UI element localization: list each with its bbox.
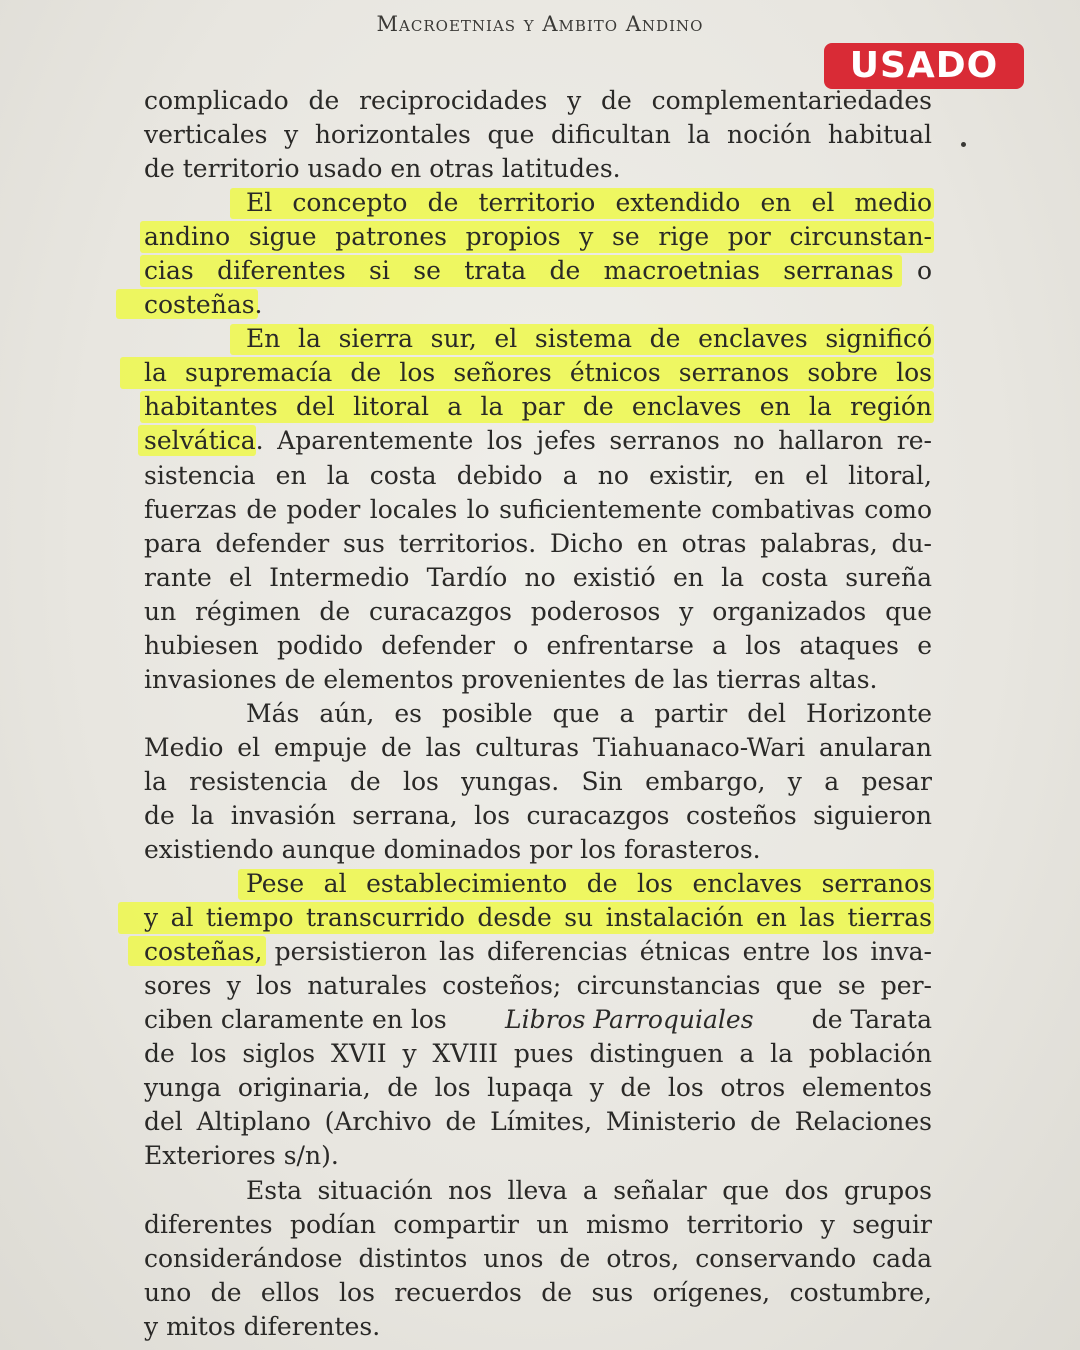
text-line: Medio el empuje de las culturas Tiahuanaco-Wari anularan xyxy=(144,732,932,762)
text-line: Más aún, es posible que a partir del Horizonte xyxy=(246,698,932,728)
text-line: costeñas, persistieron las diferencias étnicas entre los inva- xyxy=(144,935,932,969)
text-line: Esta situación nos lleva a señalar que dos grupos xyxy=(246,1175,932,1205)
running-head: Macroetnias y Ambito Andino xyxy=(376,12,704,36)
text-line: hubiesen podido defender o enfrentarse a los ataques e xyxy=(144,630,932,660)
text-line: selvática. Aparentemente los jefes serranos no hallaron re- xyxy=(144,424,932,458)
text-line: existiendo aunque dominados por los forasteros. xyxy=(144,835,761,865)
text-line: habitantes del litoral a la par de enclaves en la región xyxy=(144,390,932,424)
text-line: rante el Intermedio Tardío no existió en la costa sureña xyxy=(144,562,932,592)
text-line: sistencia en la costa debido a no existir, en el litoral, xyxy=(144,460,932,490)
used-badge: USADO xyxy=(824,43,1024,89)
margin-mark xyxy=(961,142,966,147)
text-line: verticales y horizontales que dificultan la noción habitual xyxy=(144,120,932,150)
text-line: diferentes podían compartir un mismo territorio y seguir xyxy=(144,1209,932,1239)
text-line: cias diferentes si se trata de macroetnias serranas o xyxy=(144,254,932,288)
text-line: El concepto de territorio extendido en el medio xyxy=(144,186,932,220)
text-line: y al tiempo transcurrido desde su instalación en las tierras xyxy=(144,901,932,935)
text-line: para defender sus territorios. Dicho en otras palabras, du- xyxy=(144,528,932,558)
text-line: considerándose distintos unos de otros, conservando cada xyxy=(144,1243,932,1273)
text-line: la resistencia de los yungas. Sin embargo, y a pesar xyxy=(144,766,932,796)
body-text xyxy=(144,84,932,1344)
text-line: ciben claramente en los Libros Parroquiales de Tarata xyxy=(144,1003,932,1037)
text-line: sores y los naturales costeños; circunstancias que se per- xyxy=(144,971,932,1001)
text-line: Pese al establecimiento de los enclaves serranos xyxy=(144,867,932,901)
text-line: de la invasión serrana, los curacazgos costeños siguieron xyxy=(144,800,932,830)
text-line: complicado de reciprocidades y de complementariedades xyxy=(144,86,932,115)
text-line: Exteriores s/n). xyxy=(144,1141,339,1171)
text-line: la supremacía de los señores étnicos serranos sobre los xyxy=(144,356,932,390)
book-title-italic: Libros Parroquiales xyxy=(504,1005,754,1035)
text-line: invasiones de elementos provenientes de las tierras altas. xyxy=(144,664,878,694)
text-line: yunga originaria, de los lupaqa y de los otros elementos xyxy=(144,1073,932,1103)
text-line: y mitos diferentes. xyxy=(144,1311,381,1341)
text-line: del Altiplano (Archivo de Límites, Ministerio de Relaciones xyxy=(144,1107,932,1137)
text-line: un régimen de curacazgos poderosos y organizados que xyxy=(144,596,932,626)
text-line: fuerzas de poder locales lo suficientemente combativas como xyxy=(144,494,932,524)
text-line: de territorio usado en otras latitudes. xyxy=(144,154,621,184)
text-line: En la sierra sur, el sistema de enclaves significó xyxy=(144,322,932,356)
text-line: uno de ellos los recuerdos de sus orígenes, costumbre, xyxy=(144,1277,932,1307)
text-line: costeñas. xyxy=(144,288,932,322)
text-line: de los siglos XVII y XVIII pues distinguen a la población xyxy=(144,1039,932,1069)
text-line: andino sigue patrones propios y se rige por circunstan- xyxy=(144,220,932,254)
